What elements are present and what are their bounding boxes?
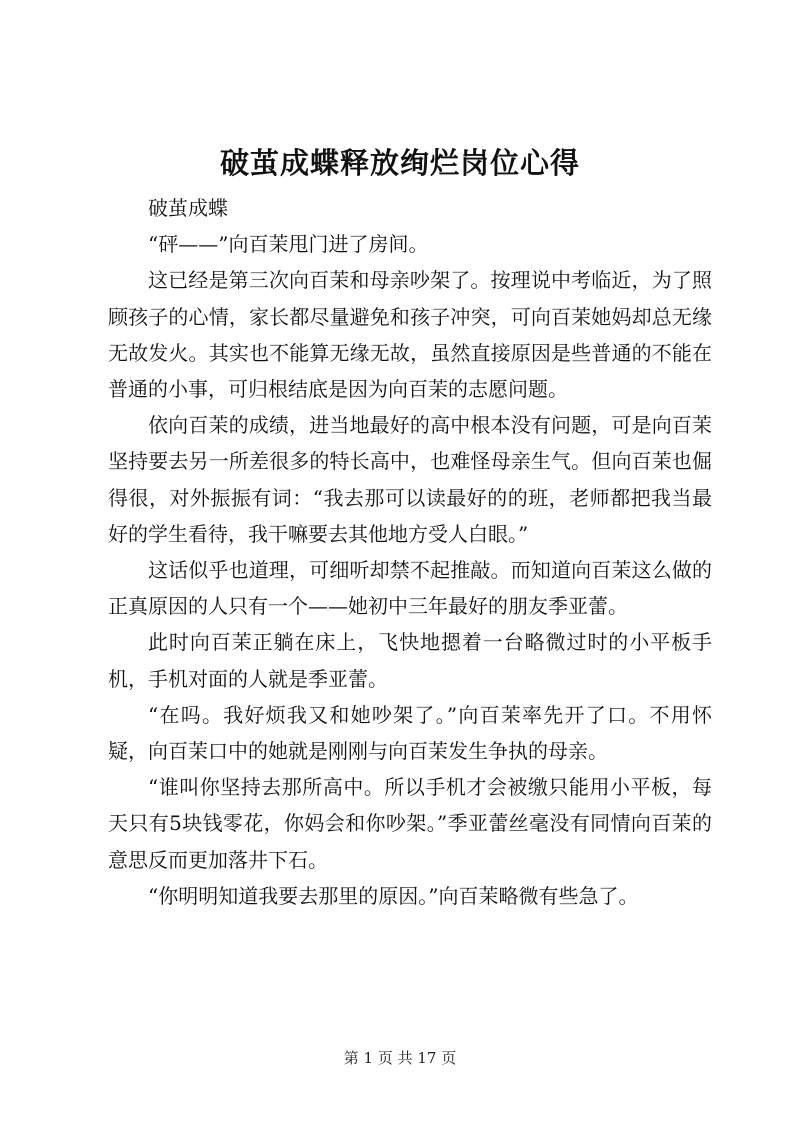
paragraph: 这话似乎也道理，可细听却禁不起推敲。而知道向百茉这么做的正真原因的人只有一个——她初中三年最好的朋友季亚蕾。	[108, 558, 712, 619]
page-number-footer: 第 1 页 共 17 页	[343, 1049, 457, 1067]
document-title: 破茧成蝶释放绚烂岗位心得	[219, 146, 580, 180]
paragraph: “你明明知道我要去那里的原因。”向百茉略微有些急了。	[148, 883, 639, 908]
paragraph-subtitle: 破茧成蝶	[148, 196, 228, 220]
paragraph: 此时向百茉正躺在床上，飞快地摁着一台略微过时的小平板手机，手机对面的人就是季亚蕾。	[108, 630, 712, 691]
paragraph: “在吗。我好烦我又和她吵架了。”向百茉率先开了口。不用怀疑，向百茉口中的她就是刚刚与向百茉发生争执的母亲。	[108, 702, 712, 764]
paragraph: “砰——”向百茉甩门进了房间。	[148, 232, 429, 257]
paragraph: 这已经是第三次向百茉和母亲吵架了。按理说中考临近，为了照顾孩子的心情，家长都尽量避免和孩子冲突，可向百茉她妈却总无缘无故发火。其实也不能算无缘无故，虽然直接原因是些普通的不能在普通的小事，可归根结底是因为向百茉的志愿问题。	[108, 268, 712, 402]
paragraph: “谁叫你坚持去那所高中。所以手机才会被缴只能用小平板，每天只有5块钱零花，你妈会和你吵架。”季亚蕾丝毫没有同情向百茉的意思反而更加落井下石。	[108, 775, 712, 872]
document-body	[108, 190, 712, 914]
paragraph: 依向百茉的成绩，进当地最好的高中根本没有问题，可是向百茉坚持要去另一所差很多的特长高中，也难怪母亲生气。但向百茉也倔得很，对外振振有词：“我去那可以读最好的的班，老师都把我当最好的学生看待，我干嘛要去其他地方受人白眼。”	[108, 413, 712, 546]
